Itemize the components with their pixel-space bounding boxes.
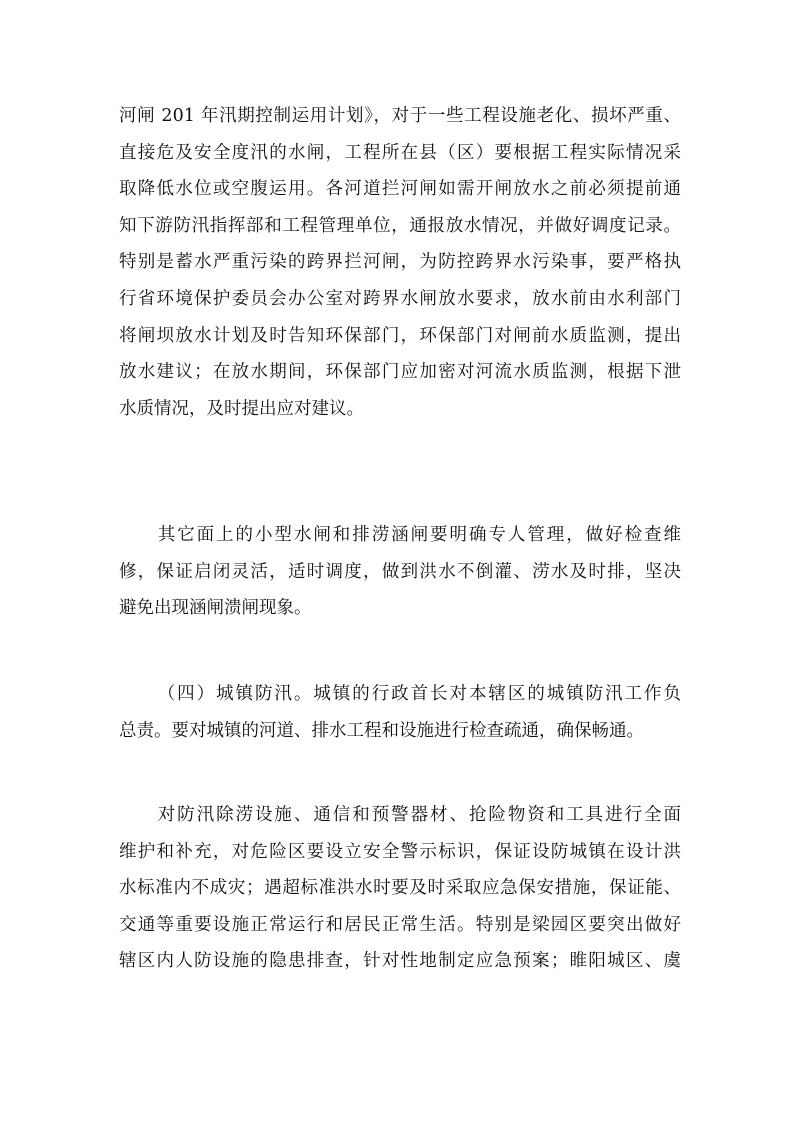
- text-line: 交通等重要设施正常运行和居民正常生活。特别是梁园区要突出做好: [119, 914, 681, 935]
- text-line: 放水建议；在放水期间，环保部门应加密对河流水质监测，根据下泄: [119, 362, 681, 383]
- text-line: 维护和补充，对危险区要设立安全警示标识，保证设防城镇在设计洪: [119, 841, 681, 862]
- text-line: 修，保证启闭灵活，适时调度，做到洪水不倒灌、涝水及时排，坚决: [119, 561, 681, 582]
- text-line: 河闸 201 年汛期控制运用计划》，对于一些工程设施老化、损坏严重、: [119, 106, 681, 126]
- text-line-indented: [119, 517, 681, 554]
- text-line-indented: [119, 676, 681, 713]
- text-line-content: 对防汛除涝设施、通信和预警器材、抢险物资和工具进行全面: [155, 805, 681, 825]
- paragraph-facility-maintenance: [119, 797, 681, 980]
- text-line-indented: [119, 797, 681, 834]
- text-line-content: （四）城镇防汛。城镇的行政首长对本辖区的城镇防汛工作负: [155, 684, 681, 704]
- text-line: 辖区内人防设施的隐患排查，针对性地制定应急预案；睢阳城区、虞: [119, 951, 681, 972]
- text-line: 水标准内不成灾；遇超标准洪水时要及时采取应急保安措施，保证能、: [119, 878, 681, 899]
- text-line: 直接危及安全度汛的水闸，工程所在县（区）要根据工程实际情况采: [119, 142, 681, 163]
- paragraph-urban-flood-control: [119, 676, 681, 749]
- text-line: 知下游防汛指挥部和工程管理单位，通报放水情况，并做好调度记录。: [119, 215, 681, 236]
- paragraph-small-sluices: [119, 517, 681, 627]
- text-line: 行省环境保护委员会办公室对跨界水闸放水要求，放水前由水利部门: [119, 288, 681, 309]
- text-line: 特别是蓄水严重污染的跨界拦河闸，为防控跨界水污染事，要严格执: [119, 252, 681, 273]
- text-line: 取降低水位或空腹运用。各河道拦河闸如需开闸放水之前必须提前通: [119, 179, 681, 200]
- text-line: 总责。要对城镇的河道、排水工程和设施进行检查疏通，确保畅通。: [119, 720, 644, 741]
- text-line-content: 其它面上的小型水闸和排涝涵闸要明确专人管理，做好检查维: [155, 525, 681, 545]
- text-line: 避免出现涵闸溃闸现象。: [119, 598, 312, 619]
- paragraph-sluice-operation: [119, 98, 681, 427]
- text-line: 水质情况，及时提出应对建议。: [119, 398, 364, 419]
- text-line: 将闸坝放水计划及时告知环保部门，环保部门对闸前水质监测，提出: [119, 325, 681, 346]
